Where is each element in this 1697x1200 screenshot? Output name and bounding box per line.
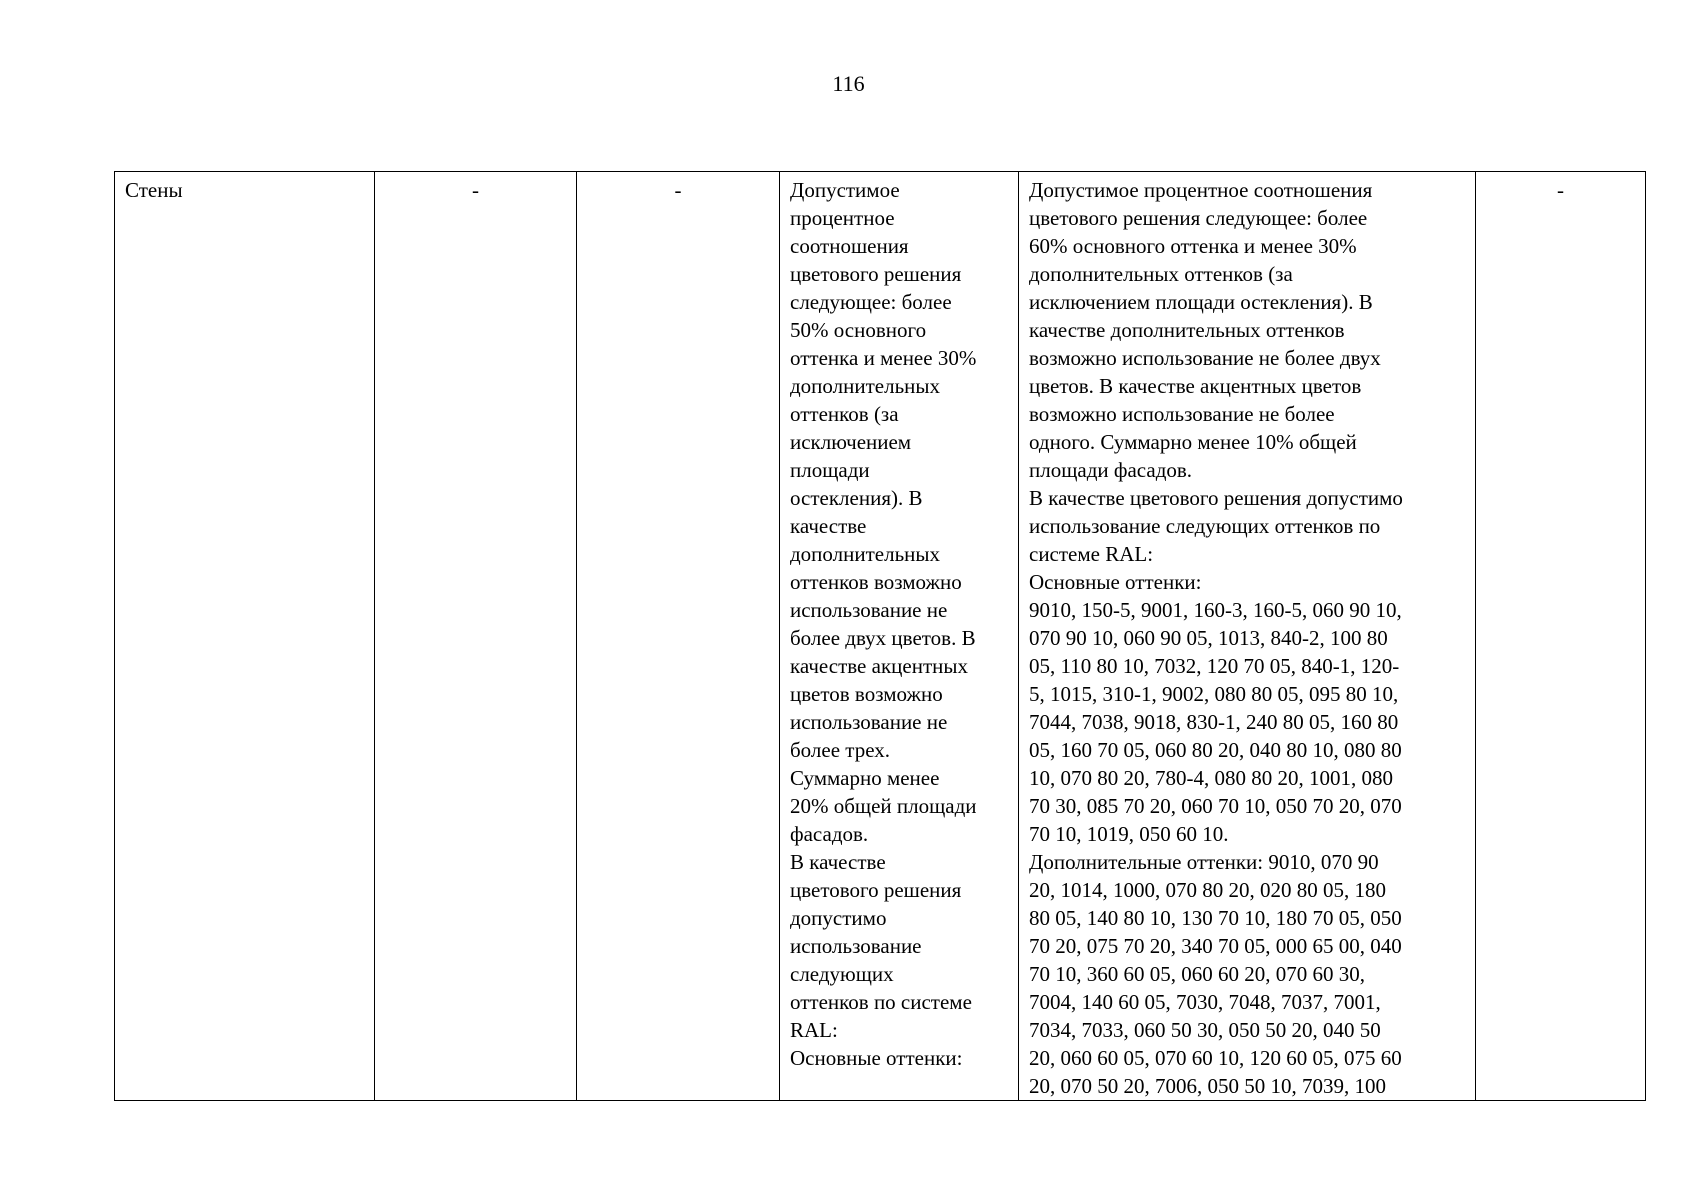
text-line: цветов возможно [790, 682, 943, 706]
text-line: В качестве цветового решения допустимо [1029, 486, 1403, 510]
text-line: использование [790, 934, 922, 958]
text-line: 70 30, 085 70 20, 060 70 10, 050 70 20, 070 [1029, 794, 1402, 818]
text-line: возможно использование не более [1029, 402, 1335, 426]
text-line: использование не [790, 598, 948, 622]
text-line: 60% основного оттенка и менее 30% [1029, 234, 1357, 258]
page-number: 116 [832, 71, 865, 96]
text-line: Дополнительные оттенки: 9010, 070 90 [1029, 850, 1379, 874]
text-line: использование не [790, 710, 948, 734]
text-line: 7004, 140 60 05, 7030, 7048, 7037, 7001, [1029, 990, 1381, 1014]
text-line: Суммарно менее [790, 766, 940, 790]
cell-col6 [1476, 172, 1646, 1101]
text-line: 20, 070 50 20, 7006, 050 50 10, 7039, 100 [1029, 1074, 1386, 1098]
table-row [115, 172, 1646, 1101]
dash-text: - [674, 178, 682, 202]
text-line: цветового решения [790, 262, 962, 286]
cell-element-name [115, 172, 375, 1101]
text-line: фасадов. [790, 822, 869, 846]
text-line: дополнительных [790, 374, 941, 398]
text-line: качестве дополнительных оттенков [1029, 318, 1345, 342]
text-line: площади фасадов. [1029, 458, 1193, 482]
text-line: 9010, 150-5, 9001, 160-3, 160-5, 060 90 10, [1029, 598, 1402, 622]
text-line: 05, 160 70 05, 060 80 20, 040 80 10, 080 80 [1029, 738, 1402, 762]
text-line: использование следующих оттенков по [1029, 514, 1381, 538]
text-line: Основные оттенки: [1029, 570, 1202, 594]
text-line: оттенков по системе [790, 990, 972, 1014]
text-line: цветов. В качестве акцентных цветов [1029, 374, 1362, 398]
text-line: системе RAL: [1029, 542, 1154, 566]
text-line: 50% основного [790, 318, 927, 342]
text-line: оттенка и менее 30% [790, 346, 977, 370]
text-line: Допустимое процентное соотношения [1029, 178, 1373, 202]
dash-text: - [1557, 178, 1564, 202]
text-line: следующих [790, 962, 894, 986]
text-line: 20, 1014, 1000, 070 80 20, 020 80 05, 180 [1029, 878, 1386, 902]
cell-col2 [375, 172, 577, 1101]
text-line: 20, 060 60 05, 070 60 10, 120 60 05, 075 60 [1029, 1046, 1402, 1070]
text-line: 7044, 7038, 9018, 830-1, 240 80 05, 160 80 [1029, 710, 1399, 734]
text-line: качестве [790, 514, 867, 538]
requirements-table [114, 171, 1646, 1101]
text-line: цветового решения [790, 878, 962, 902]
text-line: более двух цветов. В [790, 626, 976, 650]
text-line: 5, 1015, 310-1, 9002, 080 80 05, 095 80 10, [1029, 682, 1399, 706]
text-line: более трех. [790, 738, 891, 762]
text-line: 70 10, 1019, 050 60 10. [1029, 822, 1229, 846]
text-line: дополнительных оттенков (за [1029, 262, 1293, 286]
text-line: следующее: более [790, 290, 952, 314]
text-line: 7034, 7033, 060 50 30, 050 50 20, 040 50 [1029, 1018, 1381, 1042]
dash-text: - [472, 178, 479, 202]
text-line: остекления). В [790, 486, 923, 510]
text-line: дополнительных [790, 542, 941, 566]
text-line: 070 90 10, 060 90 05, 1013, 840-2, 100 80 [1029, 626, 1388, 650]
text-line: Допустимое [790, 178, 900, 202]
cell-col5-requirements [1019, 172, 1476, 1101]
text-line: исключением площади остекления). В [1029, 290, 1373, 314]
text-line: исключением [790, 430, 912, 454]
text-line: В качестве [790, 850, 886, 874]
text-line: процентное [790, 206, 895, 230]
text-line: 20% общей площади [790, 794, 977, 818]
text-line: соотношения [790, 234, 909, 258]
cell-col3 [577, 172, 780, 1101]
text-line: площади [790, 458, 870, 482]
text-line: оттенков (за [790, 402, 899, 426]
element-name-text: Стены [125, 178, 183, 202]
text-line: 70 20, 075 70 20, 340 70 05, 000 65 00, 040 [1029, 934, 1402, 958]
text-line: допустимо [790, 906, 887, 930]
text-line: одного. Суммарно менее 10% общей [1029, 430, 1357, 454]
cell-col4-requirements [780, 172, 1019, 1101]
text-line: 10, 070 80 20, 780-4, 080 80 20, 1001, 080 [1029, 766, 1393, 790]
text-line: оттенков возможно [790, 570, 962, 594]
text-line: возможно использование не более двух [1029, 346, 1381, 370]
text-line: 70 10, 360 60 05, 060 60 20, 070 60 30, [1029, 962, 1365, 986]
text-line: RAL: [790, 1018, 838, 1042]
text-line: качестве акцентных [790, 654, 968, 678]
text-line: 80 05, 140 80 10, 130 70 10, 180 70 05, 050 [1029, 906, 1402, 930]
text-line: 05, 110 80 10, 7032, 120 70 05, 840-1, 120- [1029, 654, 1400, 678]
text-line: Основные оттенки: [790, 1046, 963, 1070]
text-line: цветового решения следующее: более [1029, 206, 1368, 230]
